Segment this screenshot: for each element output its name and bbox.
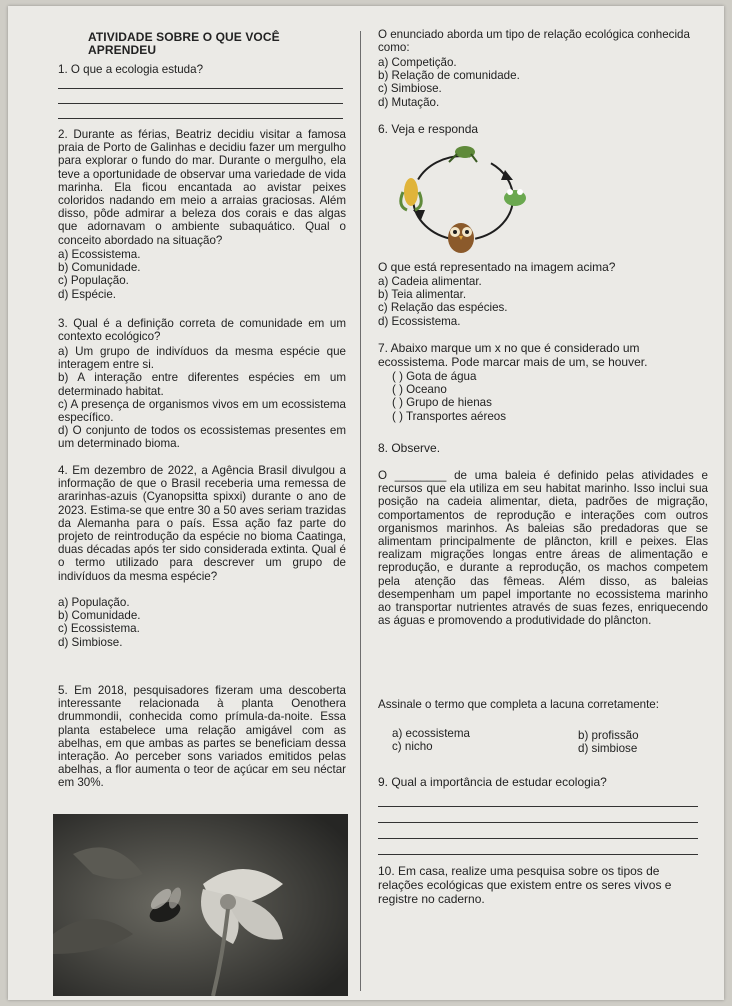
q6-option-a[interactable]: a) Cadeia alimentar. [378,275,482,288]
q9-answer-line-1[interactable] [378,794,698,807]
q3-option-a[interactable]: a) Um grupo de indivíduos da mesma espécie que interagem entre si. [58,345,346,372]
q6-title: 6. Veja e responda [378,122,479,136]
flower-bee-photo [53,814,348,996]
intro-option-c[interactable]: c) Simbiose. [378,82,442,96]
q2-option-a[interactable]: a) Ecossistema. [58,248,141,261]
q1-answer-line-2[interactable] [58,91,343,104]
q4-options [58,596,141,649]
q8-option-c[interactable]: c) nicho [392,740,433,753]
column-divider [360,31,361,991]
q6-option-d[interactable]: d) Ecossistema. [378,314,461,328]
q6-option-c[interactable]: c) Relação das espécies. [378,301,508,315]
frog-icon [504,189,526,206]
grasshopper-icon [449,146,477,162]
q4-option-d[interactable]: d) Simbiose. [58,635,123,649]
q2-option-b[interactable]: b) Comunidade. [58,261,141,275]
q6-options [378,275,508,328]
page-title: ATIVIDADE SOBRE O QUE VOCÊ APRENDEU [88,30,280,58]
q3-options [58,345,346,451]
q10-text: 10. Em casa, realize uma pesquisa sobre os tipos de relações ecológicas que existem entre os seres vivos e registre no caderno. [378,864,672,906]
q2-options [58,248,141,301]
q4-option-a[interactable]: a) População. [58,596,130,609]
intro-option-a[interactable]: a) Competição. [378,56,457,69]
flower-center [220,894,236,910]
q3-text: 3. Qual é a definição correta de comunidade em um contexto ecológico? [58,317,346,344]
q8-option-d[interactable]: d) simbiose [578,742,638,755]
q7-text: 7. Abaixo marque um x no que é considerado um ecossistema. Pode marcar mais de um, se houver. [378,341,648,369]
q2-option-d[interactable]: d) Espécie. [58,287,116,301]
q8-text [378,469,708,627]
intro-option-b[interactable]: b) Relação de comunidade. [378,69,520,83]
q6-option-b[interactable]: b) Teia alimentar. [378,288,467,302]
q7-option-oceano[interactable]: ( ) Oceano [392,383,447,397]
q7-option-transportes[interactable]: ( ) Transportes aéreos [392,409,507,423]
q7-option-hienas[interactable]: ( ) Grupo de hienas [392,396,492,410]
q8-option-a[interactable]: a) ecossistema [392,727,470,740]
food-chain-diagram [393,138,533,258]
q8-option-b[interactable]: b) profissão [578,729,639,742]
q9-answer-line-3[interactable] [378,826,698,839]
worksheet [8,6,724,1000]
q1-answer-line-1[interactable] [58,76,343,89]
intro-option-d[interactable]: d) Mutação. [378,95,440,109]
q1-answer-line-3[interactable] [58,106,343,119]
q3-option-b[interactable]: b) A interação entre diferentes espécies em um determinado habitat. [58,371,346,398]
flower-bee-illustration [53,814,348,996]
q2-option-c[interactable]: c) População. [58,274,129,288]
q9-answer-line-2[interactable] [378,810,698,823]
q7-options [392,370,506,423]
intro-options [378,56,520,109]
q8-body: de uma baleia é definido pelas atividades e recursos que ela utiliza em seu habitat marinho. Isso inclui sua posição na cadeia alimentar, dieta, padrões de migração, comportamentos de reprodução e interações com outros organismos marinhos. As baleias são predadoras que se alimentam principalmente de plâncton, krill e peixes. Elas realizam migrações longas entre áreas de alimentação e reprodução, e durante a reprodução, os machos competem pela atenção das fêmeas. Além disso, as baleias desempenham um papel importante no ecossistema marinho ao transportar nutrientes através de suas fezes, enriquecendo as águas e promovendo a produtividade do plâncton. [378,469,708,628]
q2-text: 2. Durante as férias, Beatriz decidiu visitar a famosa praia de Porto de Galinhas e decidiu fazer um mergulho para explorar o fundo do mar. Durante o mergulho, ela teve a oportunidade de observar uma variedade de vida marinha. Ela ficou encantada ao avistar peixes coloridos nadando em meio a arraias graciosas. Além disso, pôde admirar a beleza dos corais e das algas que adornavam o ambiente subaquático. Qual o conceito abordado na situação? [58,128,346,247]
q3-option-c[interactable]: c) A presença de organismos vivos em um ecossistema específico. [58,397,346,425]
q4-option-c[interactable]: c) Ecossistema. [58,622,140,636]
q1-question: 1. O que a ecologia estuda? [58,63,204,76]
q8-instruction: Assinale o termo que completa a lacuna corretamente: [378,698,659,711]
q3-option-d[interactable]: d) O conjunto de todos os ecossistemas presentes em um determinado bioma. [58,424,346,451]
intro-text: O enunciado aborda um tipo de relação ecológica conhecida como: [378,28,690,55]
q8-blank[interactable]: ________ [394,469,447,482]
owl-icon [448,223,474,253]
photo-background [53,814,348,996]
corn-icon [401,178,422,210]
q8-lead: O [378,469,388,482]
q8-title: 8. Observe. [378,441,441,455]
q7-option-gota[interactable]: ( ) Gota de água [392,370,477,383]
q4-text: 4. Em dezembro de 2022, a Agência Brasil divulgou a informação de que o Brasil receberia uma remessa de ararinhas-azuis (Cyanopsitta spixxi) durante o ano de 2023. Estima-se que entre 30 a 50 aves seriam trazidas da Alemanha para o país. Essa ação faz parte do projeto de reintrodução da espécie no bioma Caatinga, duas décadas após ter sido considerada extinta. Qual é o termo utilizado para descrever um grupo de indivíduos da mesma espécie? [58,464,346,583]
q9-answer-line-4[interactable] [378,842,698,855]
q5-text: 5. Em 2018, pesquisadores fizeram uma descoberta interessante relacionada à planta Oenothera drummondii, conhecida como prímula-da-noite. Essa planta estabelece uma relação amigável com as abelhas, em que ambas as partes se beneficiam dessa interação. Ao perceber sons variados emitidos pelas abelhas, a flor aumenta o teor de açúcar em seu néctar em 30%. [58,684,346,790]
q4-option-b[interactable]: b) Comunidade. [58,609,141,623]
q9-question: 9. Qual a importância de estudar ecologia? [378,775,607,789]
q6-question: O que está representado na imagem acima? [378,260,616,274]
